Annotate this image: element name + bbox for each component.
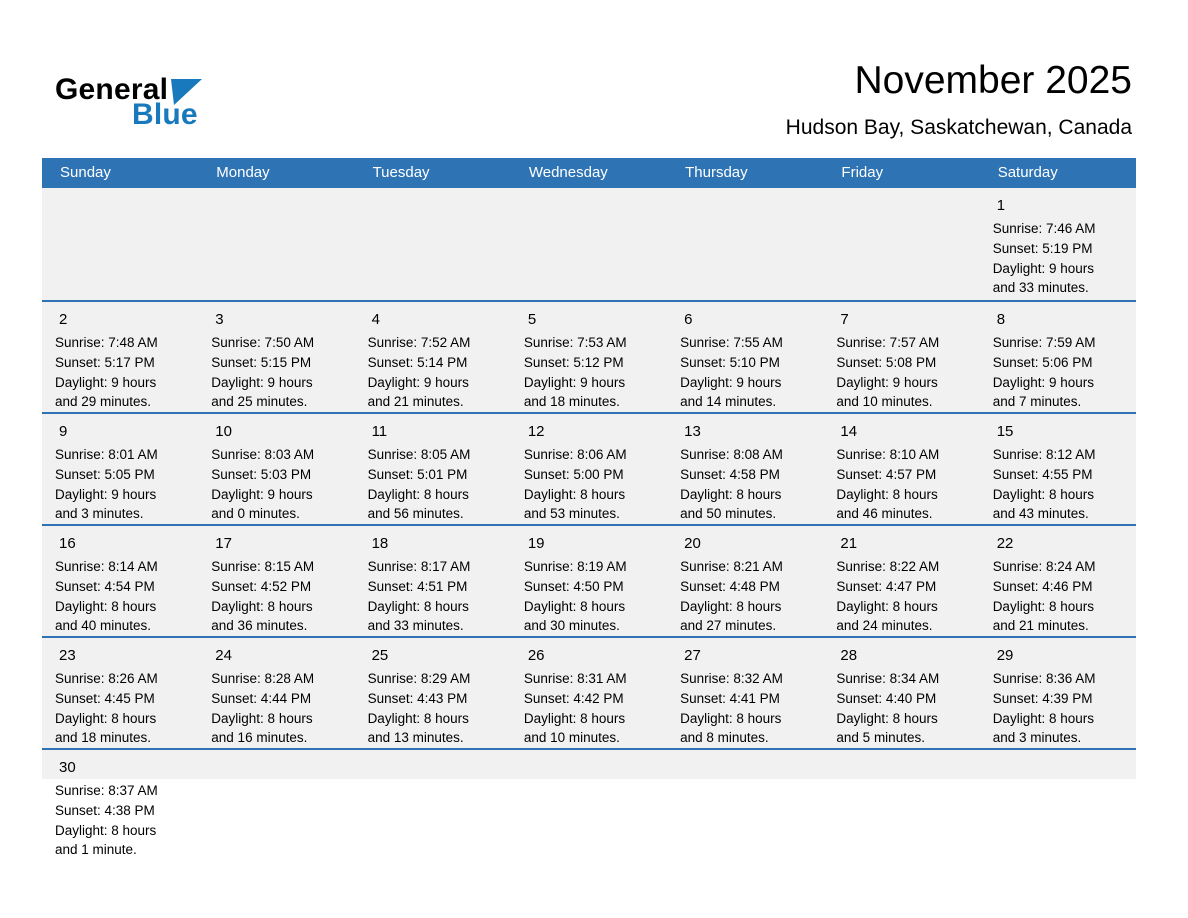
week-row-6	[42, 748, 1136, 860]
day-cell-22	[980, 526, 1136, 636]
day-info-line: Sunrise: 7:55 AM	[680, 335, 783, 350]
day-info-line: Daylight: 8 hours	[836, 710, 938, 726]
day-info-line: Sunrise: 8:14 AM	[55, 559, 158, 574]
day-info-line: Daylight: 8 hours	[680, 710, 782, 726]
empty-cell	[511, 750, 667, 860]
day-info-line: and 33 minutes.	[992, 280, 1089, 296]
day-number: 16	[59, 535, 76, 552]
day-info-line: and 7 minutes.	[992, 394, 1082, 410]
day-info-line: Sunrise: 8:24 AM	[992, 559, 1096, 574]
day-cell-1	[980, 188, 1136, 300]
day-info-line: Daylight: 8 hours	[836, 598, 938, 614]
day-number: 14	[840, 423, 858, 440]
day-info-line: and 50 minutes.	[680, 506, 777, 522]
day-info-line: Sunrise: 8:28 AM	[211, 671, 315, 686]
day-cell-3	[198, 302, 354, 412]
day-cell-17	[198, 526, 354, 636]
day-info-line: Sunrise: 8:05 AM	[367, 447, 471, 462]
day-number: 29	[996, 647, 1014, 664]
day-info-line: Sunset: 4:54 PM	[55, 578, 155, 594]
day-cell-25	[355, 638, 511, 748]
day-cell-14	[823, 414, 979, 524]
day-cell-21	[823, 526, 979, 636]
day-info-line: Sunrise: 8:03 AM	[211, 447, 315, 462]
day-cell-2	[42, 302, 198, 412]
day-info-line: Sunset: 5:06 PM	[992, 354, 1093, 370]
day-info-line: Daylight: 9 hours	[680, 374, 782, 390]
day-info-line: Daylight: 8 hours	[211, 710, 313, 726]
day-info-line: Sunset: 5:17 PM	[55, 354, 155, 370]
day-info-line: Sunrise: 8:31 AM	[523, 671, 627, 686]
weekday-header-sunday: Sunday	[60, 164, 111, 181]
day-number: 17	[215, 535, 232, 552]
week-row-4	[42, 524, 1136, 636]
empty-cell	[511, 188, 667, 300]
day-info-line: Sunrise: 8:36 AM	[992, 671, 1096, 686]
day-info-line: Sunrise: 8:32 AM	[680, 671, 783, 686]
day-number: 2	[59, 311, 68, 328]
day-cell-27	[667, 638, 823, 748]
day-info-line: Sunrise: 8:34 AM	[836, 671, 940, 686]
day-number: 21	[840, 535, 858, 552]
day-info-line: Daylight: 8 hours	[680, 486, 782, 502]
weekday-header-monday: Monday	[216, 164, 270, 181]
day-info-line: Sunset: 4:55 PM	[992, 466, 1093, 482]
day-info-line: Sunrise: 8:22 AM	[836, 559, 940, 574]
day-info-line: and 14 minutes.	[680, 394, 777, 410]
weekday-header-row	[42, 158, 1136, 188]
day-info-line: Sunset: 5:05 PM	[55, 466, 155, 482]
day-info-line: Sunset: 5:12 PM	[523, 354, 624, 370]
day-cell-24	[198, 638, 354, 748]
day-info-line: Daylight: 8 hours	[367, 710, 469, 726]
day-info-line: Daylight: 8 hours	[523, 598, 626, 614]
day-cell-28	[823, 638, 979, 748]
day-info-line: Sunset: 4:42 PM	[523, 690, 624, 706]
day-number: 18	[371, 535, 389, 552]
weekday-header-tuesday: Tuesday	[372, 164, 430, 181]
day-info-line: Sunset: 5:00 PM	[523, 466, 624, 482]
day-info-line: Sunrise: 7:57 AM	[836, 335, 940, 350]
day-info-line: Sunrise: 8:26 AM	[55, 671, 158, 686]
day-info-line: and 18 minutes.	[523, 394, 620, 410]
day-info-line: Sunrise: 7:52 AM	[367, 335, 471, 350]
day-info-line: Sunset: 5:15 PM	[211, 354, 312, 370]
day-cell-10	[198, 414, 354, 524]
day-cell-16	[42, 526, 198, 636]
day-number: 12	[527, 423, 545, 440]
day-number: 11	[371, 423, 388, 440]
day-info-line: Sunset: 5:10 PM	[680, 354, 780, 370]
day-info-line: Sunrise: 8:17 AM	[367, 559, 471, 574]
day-info-line: and 40 minutes.	[55, 618, 152, 634]
empty-cell	[355, 750, 511, 860]
day-info-line: and 30 minutes.	[523, 618, 620, 634]
day-info-line: Daylight: 8 hours	[523, 486, 626, 502]
day-info-line: Sunset: 4:43 PM	[367, 690, 468, 706]
day-info-line: Sunrise: 8:10 AM	[836, 447, 940, 462]
day-info-line: Daylight: 8 hours	[836, 486, 938, 502]
day-info-line: Sunset: 4:38 PM	[55, 802, 155, 818]
empty-cell	[198, 750, 354, 860]
day-info-line: and 27 minutes.	[680, 618, 777, 634]
day-info-line: Sunrise: 7:48 AM	[55, 335, 158, 350]
day-number: 28	[840, 647, 858, 664]
day-cell-12	[511, 414, 667, 524]
day-info-line: Sunrise: 8:06 AM	[523, 447, 627, 462]
day-number: 3	[215, 311, 224, 328]
day-info-line: Sunset: 4:44 PM	[211, 690, 312, 706]
day-info-line: Sunset: 4:52 PM	[211, 578, 312, 594]
day-info-line: Sunset: 4:45 PM	[55, 690, 155, 706]
day-number: 4	[371, 311, 380, 328]
day-cell-9	[42, 414, 198, 524]
week-row-3	[42, 412, 1136, 524]
day-info-line: Daylight: 8 hours	[55, 598, 157, 614]
day-cell-20	[667, 526, 823, 636]
day-info-line: Sunrise: 7:46 AM	[992, 221, 1096, 236]
day-info-line: and 21 minutes.	[367, 394, 464, 410]
day-info-line: Daylight: 9 hours	[211, 486, 313, 502]
day-info-line: Sunset: 4:57 PM	[836, 466, 937, 482]
day-info-line: Sunset: 5:14 PM	[367, 354, 468, 370]
day-info-line: Daylight: 8 hours	[211, 598, 313, 614]
week-row-5	[42, 636, 1136, 748]
day-cell-4	[355, 302, 511, 412]
day-cell-8	[980, 302, 1136, 412]
weekday-header-saturday: Saturday	[997, 164, 1058, 181]
day-number: 5	[527, 311, 537, 328]
day-number: 20	[684, 535, 701, 552]
day-cell-26	[511, 638, 667, 748]
day-info-line: and 53 minutes.	[523, 506, 620, 522]
day-info-line: Sunrise: 8:19 AM	[523, 559, 627, 574]
day-number: 27	[684, 647, 701, 664]
day-info-line: Sunset: 4:50 PM	[523, 578, 624, 594]
week-row-2	[42, 300, 1136, 412]
day-info-line: Sunset: 4:48 PM	[680, 578, 780, 594]
day-info-line: and 24 minutes.	[836, 618, 933, 634]
day-info-line: and 10 minutes.	[836, 394, 933, 410]
day-info-line: Sunset: 5:19 PM	[992, 240, 1093, 256]
day-info-line: Sunset: 5:08 PM	[836, 354, 937, 370]
day-info-line: and 16 minutes.	[211, 730, 308, 746]
general-blue-logo	[55, 73, 202, 131]
weekday-header-friday: Friday	[841, 164, 884, 181]
day-info-line: Daylight: 9 hours	[992, 260, 1094, 276]
day-cell-15	[980, 414, 1136, 524]
day-info-line: and 25 minutes.	[211, 394, 308, 410]
day-info-line: and 18 minutes.	[55, 730, 152, 746]
day-info-line: and 21 minutes.	[992, 618, 1089, 634]
day-info-line: Sunrise: 8:08 AM	[680, 447, 783, 462]
title-block	[786, 58, 1132, 140]
day-number: 30	[59, 759, 76, 776]
empty-cell	[823, 188, 979, 300]
day-number: 7	[840, 311, 849, 328]
day-number: 1	[996, 197, 1006, 214]
day-info-line: Daylight: 8 hours	[992, 598, 1094, 614]
day-info-line: and 46 minutes.	[836, 506, 933, 522]
day-cell-11	[355, 414, 511, 524]
day-info-line: Sunrise: 7:50 AM	[211, 335, 315, 350]
day-number: 25	[371, 647, 389, 664]
day-info-line: Daylight: 8 hours	[367, 598, 469, 614]
day-info-line: Sunset: 4:58 PM	[680, 466, 780, 482]
day-info-line: Daylight: 9 hours	[836, 374, 938, 390]
day-info-line: and 5 minutes.	[836, 730, 925, 746]
day-info-line: Daylight: 8 hours	[55, 822, 157, 838]
day-info-line: and 3 minutes.	[55, 506, 144, 522]
day-cell-6	[667, 302, 823, 412]
week-row-1	[42, 188, 1136, 300]
day-number: 8	[996, 311, 1006, 328]
day-info-line: Daylight: 9 hours	[523, 374, 626, 390]
day-number: 23	[59, 647, 76, 664]
empty-cell	[198, 188, 354, 300]
day-info-line: Sunrise: 7:59 AM	[992, 335, 1096, 350]
day-info-line: Sunset: 4:41 PM	[680, 690, 780, 706]
day-info-line: Sunrise: 8:21 AM	[680, 559, 783, 574]
empty-cell	[42, 188, 198, 300]
day-number: 15	[996, 423, 1014, 440]
day-number: 19	[527, 535, 545, 552]
day-info-line: Sunset: 4:46 PM	[992, 578, 1093, 594]
day-info-line: Daylight: 9 hours	[55, 374, 157, 390]
day-number: 6	[684, 311, 693, 328]
day-info-line: and 8 minutes.	[680, 730, 769, 746]
weekday-header-wednesday: Wednesday	[528, 164, 608, 181]
day-info-line: and 33 minutes.	[367, 618, 464, 634]
location-subtitle: Hudson Bay, Saskatchewan, Canada	[785, 116, 1132, 139]
day-info-line: and 0 minutes.	[211, 506, 300, 522]
day-cell-19	[511, 526, 667, 636]
day-number: 22	[996, 535, 1014, 552]
day-info-line: Daylight: 9 hours	[367, 374, 469, 390]
day-cell-29	[980, 638, 1136, 748]
day-number: 26	[527, 647, 545, 664]
day-info-line: and 13 minutes.	[367, 730, 464, 746]
day-info-line: and 1 minute.	[55, 842, 137, 858]
day-info-line: Daylight: 9 hours	[211, 374, 313, 390]
day-info-line: Sunset: 4:51 PM	[367, 578, 468, 594]
day-info-line: Sunset: 4:47 PM	[836, 578, 937, 594]
day-info-line: Sunrise: 8:37 AM	[55, 783, 158, 798]
day-number: 24	[215, 647, 232, 664]
day-info-line: Daylight: 9 hours	[55, 486, 157, 502]
day-info-line: Sunrise: 8:29 AM	[367, 671, 471, 686]
day-info-line: and 10 minutes.	[523, 730, 620, 746]
logo-text-blue: Blue	[132, 98, 198, 131]
day-number: 9	[59, 423, 68, 440]
day-info-line: Sunset: 5:03 PM	[211, 466, 312, 482]
day-cell-23	[42, 638, 198, 748]
day-info-line: Daylight: 8 hours	[992, 710, 1094, 726]
day-info-line: Daylight: 8 hours	[680, 598, 782, 614]
day-info-line: Daylight: 8 hours	[992, 486, 1094, 502]
empty-cell	[823, 750, 979, 860]
logo-text-general: General	[55, 73, 169, 106]
day-cell-5	[511, 302, 667, 412]
month-title: November 2025	[854, 59, 1132, 102]
day-cell-30	[42, 750, 198, 860]
day-cell-7	[823, 302, 979, 412]
day-info-line: Sunrise: 8:01 AM	[55, 447, 158, 462]
weekday-header-thursday: Thursday	[685, 164, 748, 181]
day-info-line: and 43 minutes.	[992, 506, 1089, 522]
empty-cell	[980, 750, 1136, 860]
day-info-line: Daylight: 8 hours	[523, 710, 626, 726]
empty-cell	[355, 188, 511, 300]
calendar-grid	[42, 158, 1136, 860]
day-cell-13	[667, 414, 823, 524]
day-info-line: Sunset: 5:01 PM	[367, 466, 468, 482]
day-number: 13	[684, 423, 701, 440]
day-info-line: Daylight: 9 hours	[992, 374, 1094, 390]
day-info-line: Sunrise: 8:12 AM	[992, 447, 1096, 462]
day-info-line: and 56 minutes.	[367, 506, 464, 522]
day-info-line: and 36 minutes.	[211, 618, 308, 634]
day-info-line: Sunrise: 8:15 AM	[211, 559, 315, 574]
day-info-line: Daylight: 8 hours	[367, 486, 469, 502]
calendar-weeks	[42, 188, 1136, 860]
empty-cell	[667, 750, 823, 860]
day-info-line: Sunset: 4:40 PM	[836, 690, 937, 706]
day-info-line: Sunrise: 7:53 AM	[523, 335, 627, 350]
day-info-line: Daylight: 8 hours	[55, 710, 157, 726]
day-number: 10	[215, 423, 232, 440]
day-cell-18	[355, 526, 511, 636]
day-info-line: Sunset: 4:39 PM	[992, 690, 1093, 706]
day-info-line: and 29 minutes.	[55, 394, 152, 410]
day-info-line: and 3 minutes.	[992, 730, 1082, 746]
empty-cell	[667, 188, 823, 300]
